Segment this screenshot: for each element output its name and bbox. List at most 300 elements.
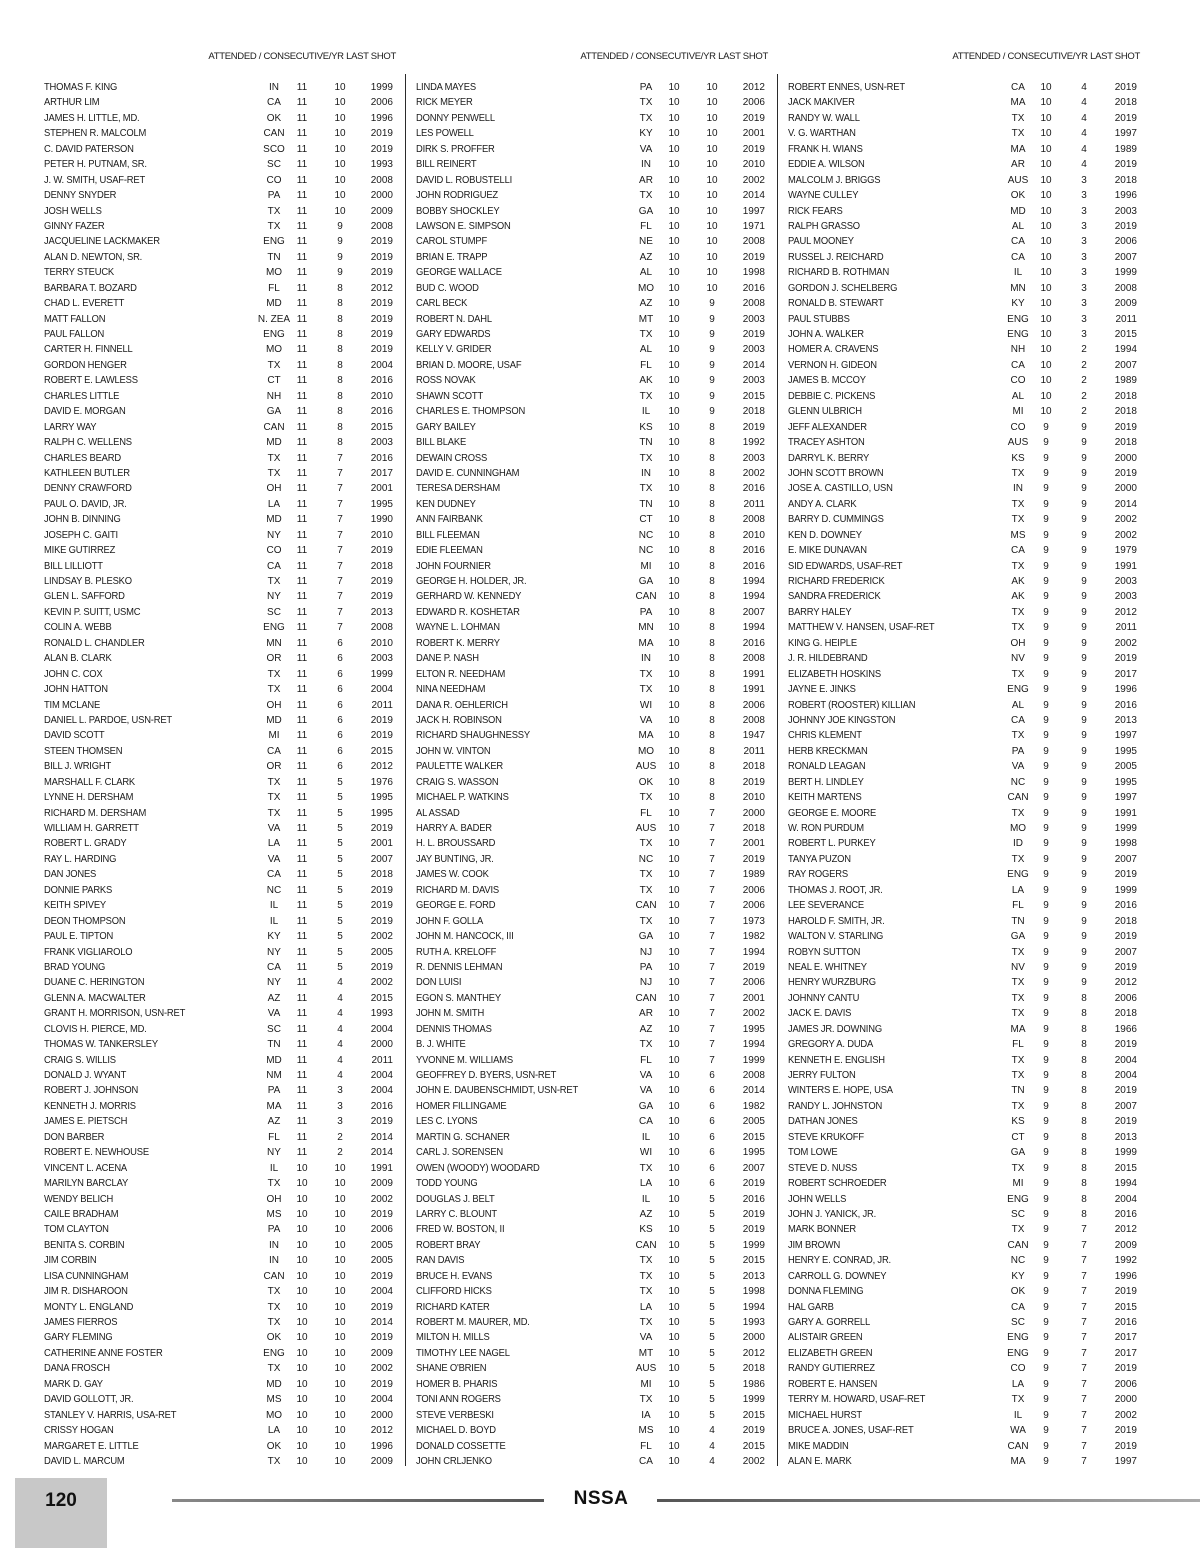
last-shot-year: 1996 <box>370 1440 393 1452</box>
last-shot-year: 2019 <box>370 730 393 742</box>
attended-count: 11 <box>296 1008 308 1020</box>
state: KS <box>639 421 653 433</box>
consecutive-count: 5 <box>337 792 343 804</box>
state: TX <box>267 1286 281 1298</box>
attended-count: 10 <box>668 82 680 93</box>
roster-row <box>416 543 768 558</box>
member-name: JAY BUNTING, JR. <box>416 853 494 865</box>
attended-count: 10 <box>668 977 680 989</box>
roster-row <box>788 1253 1140 1268</box>
roster-row <box>44 358 396 373</box>
state: MS <box>1010 529 1026 541</box>
state: MA <box>1010 97 1026 109</box>
roster-row <box>44 250 396 265</box>
state: MT <box>638 1347 654 1359</box>
state: GA <box>1010 931 1026 943</box>
state: FL <box>268 1131 280 1143</box>
member-name: LARRY C. BLOUNT <box>416 1208 497 1220</box>
attended-count: 9 <box>1043 1317 1049 1328</box>
consecutive-count: 9 <box>1081 714 1087 726</box>
state: MN <box>1010 282 1026 294</box>
consecutive-count: 9 <box>1081 452 1087 464</box>
state: IL <box>269 915 279 927</box>
member-name: GLENN A. MACWALTER <box>44 992 146 1004</box>
roster-row <box>788 1145 1140 1160</box>
member-name: C. DAVID PATERSON <box>44 143 134 155</box>
state: MI <box>1012 406 1024 418</box>
consecutive-count: 6 <box>709 1100 715 1112</box>
member-name: JEFF ALEXANDER <box>788 421 867 433</box>
attended-count: 10 <box>668 884 680 896</box>
last-shot-year: 2007 <box>1114 359 1137 371</box>
attended-count: 10 <box>1040 344 1052 356</box>
state: GA <box>638 576 654 587</box>
member-name: TIM MCLANE <box>44 699 101 711</box>
member-name: YVONNE M. WILLIAMS <box>416 1054 513 1066</box>
state: CA <box>1011 82 1025 93</box>
state: TX <box>639 869 653 881</box>
attended-count: 11 <box>296 375 308 387</box>
attended-count: 9 <box>1043 992 1049 1004</box>
member-name: KEN D. DOWNEY <box>788 529 862 541</box>
state: PA <box>267 1224 281 1236</box>
attended-count: 9 <box>1043 1224 1049 1236</box>
member-name: RICHARD KATER <box>416 1301 490 1313</box>
member-name: KEITH SPIVEY <box>44 900 107 912</box>
attended-count: 10 <box>668 1193 680 1205</box>
consecutive-count: 8 <box>709 467 715 479</box>
attended-count: 11 <box>296 560 308 572</box>
state: AL <box>639 267 653 279</box>
last-shot-year: 2002 <box>370 931 393 943</box>
last-shot-year: 1994 <box>742 946 765 958</box>
consecutive-count: 10 <box>334 1270 346 1282</box>
roster-row <box>788 929 1140 944</box>
attended-count: 9 <box>1043 637 1049 649</box>
roster-row <box>788 806 1140 821</box>
member-name: BARRY D. CUMMINGS <box>788 514 884 526</box>
member-name: CARTER H. FINNELL <box>44 344 133 356</box>
state: KS <box>1011 452 1025 464</box>
consecutive-count: 10 <box>706 267 718 279</box>
roster-row <box>416 620 768 635</box>
member-name: RANDY L. JOHNSTON <box>788 1100 883 1112</box>
consecutive-count: 3 <box>337 1116 343 1128</box>
roster-row <box>416 821 768 836</box>
member-name: JOSE A. CASTILLO, USN <box>788 483 893 495</box>
state: VA <box>1011 761 1025 773</box>
roster-row <box>416 929 768 944</box>
last-shot-year: 2016 <box>370 1100 393 1112</box>
member-name: MATT FALLON <box>44 313 106 325</box>
consecutive-count: 6 <box>337 714 343 726</box>
roster-row <box>44 744 396 759</box>
attended-count: 10 <box>668 1378 680 1390</box>
last-shot-year: 2012 <box>370 1425 393 1437</box>
member-name: JAYNE E. JINKS <box>788 684 856 696</box>
member-name: JOHN M. SMITH <box>416 1008 485 1020</box>
consecutive-count: 4 <box>1081 112 1087 124</box>
state: VA <box>639 1085 653 1097</box>
attended-count: 10 <box>296 1363 308 1375</box>
state: TX <box>267 776 281 788</box>
state: NC <box>638 853 654 865</box>
member-name: RICHARD M. DERSHAM <box>44 807 147 819</box>
member-name: BILL BLAKE <box>416 437 467 449</box>
member-name: HENRY WURZBURG <box>788 977 876 989</box>
member-name: DANA R. OEHLERICH <box>416 699 508 711</box>
last-shot-year: 2019 <box>370 591 393 603</box>
state: FL <box>640 220 652 232</box>
state: AUS <box>635 1363 657 1375</box>
attended-count: 10 <box>1040 282 1052 294</box>
last-shot-year: 2019 <box>742 853 765 865</box>
state: CA <box>1011 251 1025 263</box>
roster-row <box>788 1300 1140 1315</box>
consecutive-count: 9 <box>1081 884 1087 896</box>
state: NC <box>266 884 282 896</box>
member-name: ROBERT E. HANSEN <box>788 1378 878 1390</box>
attended-count: 9 <box>1043 730 1049 742</box>
last-shot-year: 2011 <box>1115 313 1137 325</box>
member-name: KELLY V. GRIDER <box>416 344 492 356</box>
consecutive-count: 8 <box>709 699 715 711</box>
roster-row <box>788 80 1140 95</box>
consecutive-count: 2 <box>1081 375 1087 387</box>
attended-count: 11 <box>296 714 308 726</box>
state: NY <box>267 977 281 989</box>
roster-row <box>416 682 768 697</box>
last-shot-year: 1998 <box>1114 838 1137 850</box>
member-name: MONTY L. ENGLAND <box>44 1301 134 1313</box>
state: ENG <box>1007 1193 1029 1205</box>
member-name: GORDON J. SCHELBERG <box>788 282 898 294</box>
attended-count: 10 <box>668 529 680 541</box>
attended-count: 9 <box>1043 900 1049 912</box>
roster-row <box>44 1361 396 1376</box>
consecutive-count: 3 <box>1081 220 1087 232</box>
last-shot-year: 2019 <box>1114 1286 1137 1298</box>
member-name: JOHN A. WALKER <box>788 329 864 340</box>
member-name: RICHARD FREDERICK <box>788 576 885 587</box>
state: TX <box>639 1286 653 1298</box>
member-name: RUTH A. KRELOFF <box>416 946 497 958</box>
member-name: FRED W. BOSTON, II <box>416 1224 505 1236</box>
consecutive-count: 3 <box>1081 174 1087 186</box>
consecutive-count: 2 <box>1081 359 1087 371</box>
roster-row <box>416 296 768 311</box>
last-shot-year: 1991 <box>742 684 765 696</box>
roster-row <box>788 589 1140 604</box>
last-shot-year: 1994 <box>1114 344 1137 356</box>
consecutive-count: 6 <box>709 1147 715 1159</box>
consecutive-count: 9 <box>1081 545 1087 557</box>
state: TX <box>1011 498 1025 510</box>
state: IN <box>641 159 651 171</box>
last-shot-year: 1993 <box>370 1008 393 1020</box>
consecutive-count: 8 <box>1081 1147 1087 1159</box>
consecutive-count: 9 <box>337 220 343 232</box>
last-shot-year: 2003 <box>1114 576 1137 587</box>
consecutive-count: 9 <box>1081 761 1087 773</box>
column-header: ATTENDED / CONSECUTIVE/YR LAST SHOT <box>208 51 396 62</box>
last-shot-year: 1971 <box>742 220 765 232</box>
attended-count: 9 <box>1043 931 1049 943</box>
attended-count: 10 <box>296 1178 308 1190</box>
member-name: MILTON H. MILLS <box>416 1332 490 1344</box>
attended-count: 11 <box>296 668 308 680</box>
roster-row <box>788 142 1140 157</box>
last-shot-year: 2012 <box>1114 977 1137 989</box>
consecutive-count: 6 <box>337 745 343 757</box>
consecutive-count: 9 <box>1081 498 1087 510</box>
state: TX <box>1011 467 1025 479</box>
roster-row <box>44 1114 396 1129</box>
last-shot-year: 1994 <box>742 576 765 587</box>
attended-count: 9 <box>1043 1208 1049 1220</box>
consecutive-count: 10 <box>706 82 718 93</box>
attended-count: 9 <box>1043 1131 1049 1143</box>
consecutive-count: 7 <box>1081 1332 1087 1344</box>
attended-count: 10 <box>668 931 680 943</box>
last-shot-year: 2015 <box>370 992 393 1004</box>
last-shot-year: 2019 <box>370 313 393 325</box>
last-shot-year: 2018 <box>1114 406 1137 418</box>
member-name: JOSEPH C. GAITI <box>44 529 118 541</box>
consecutive-count: 7 <box>337 545 343 557</box>
roster-row <box>788 914 1140 929</box>
roster-row <box>416 435 768 450</box>
state: FL <box>640 359 652 371</box>
roster-row <box>416 1083 768 1098</box>
member-name: LINDSAY B. PLESKO <box>44 576 132 587</box>
consecutive-count: 8 <box>1081 1054 1087 1066</box>
member-name: DEON THOMPSON <box>44 915 126 927</box>
attended-count: 10 <box>668 220 680 232</box>
consecutive-count: 9 <box>1081 606 1087 618</box>
attended-count: 11 <box>296 776 308 788</box>
member-name: GEORGE E. FORD <box>416 900 496 912</box>
roster-row <box>44 728 396 743</box>
state: CO <box>266 545 282 557</box>
attended-count: 10 <box>668 1023 680 1035</box>
member-name: ALAN D. NEWTON, SR. <box>44 251 143 263</box>
member-name: JOHN J. YANICK, JR. <box>788 1208 877 1220</box>
last-shot-year: 2005 <box>742 1116 765 1128</box>
roster-row <box>416 852 768 867</box>
last-shot-year: 2004 <box>370 1085 393 1097</box>
member-name: E. MIKE DUNAVAN <box>788 545 867 557</box>
state: MA <box>1010 1023 1026 1035</box>
attended-count: 10 <box>668 483 680 495</box>
member-name: JOHN C. COX <box>44 668 103 680</box>
member-name: MARILYN BARCLAY <box>44 1178 129 1190</box>
consecutive-count: 7 <box>709 853 715 865</box>
consecutive-count: 5 <box>709 1224 715 1236</box>
attended-count: 9 <box>1043 977 1049 989</box>
consecutive-count: 8 <box>337 390 343 402</box>
state: GA <box>266 406 282 418</box>
consecutive-count: 3 <box>1081 329 1087 340</box>
state: N. ZEA <box>257 313 291 325</box>
roster-row <box>788 960 1140 975</box>
consecutive-count: 5 <box>709 1409 715 1421</box>
last-shot-year: 2019 <box>1114 159 1137 171</box>
last-shot-year: 2002 <box>742 1455 765 1467</box>
attended-count: 10 <box>668 267 680 279</box>
attended-count: 10 <box>668 591 680 603</box>
attended-count: 10 <box>668 174 680 186</box>
last-shot-year: 2011 <box>371 699 393 711</box>
last-shot-year: 2016 <box>742 282 765 294</box>
roster-row <box>416 1207 768 1222</box>
member-name: DOUGLAS J. BELT <box>416 1193 495 1205</box>
state: KY <box>267 931 281 943</box>
state: CA <box>1011 714 1025 726</box>
consecutive-count: 8 <box>337 359 343 371</box>
consecutive-count: 7 <box>1081 1224 1087 1236</box>
member-name: BRIAN D. MOORE, USAF <box>416 359 522 371</box>
member-name: STEVE D. NUSS <box>788 1162 858 1174</box>
state: NY <box>267 946 281 958</box>
member-name: W. RON PURDUM <box>788 823 864 834</box>
state: KS <box>1011 1116 1025 1128</box>
member-name: DEBBIE C. PICKENS <box>788 390 876 402</box>
consecutive-count: 7 <box>709 931 715 943</box>
attended-count: 10 <box>668 792 680 804</box>
attended-count: 10 <box>668 514 680 526</box>
last-shot-year: 2012 <box>742 82 765 93</box>
roster-row <box>416 1053 768 1068</box>
consecutive-count: 7 <box>337 529 343 541</box>
roster-row <box>44 1253 396 1268</box>
attended-count: 10 <box>668 236 680 248</box>
last-shot-year: 2015 <box>742 390 765 402</box>
member-name: VERNON H. GIDEON <box>788 359 877 371</box>
state: PA <box>1011 745 1025 757</box>
consecutive-count: 5 <box>709 1332 715 1344</box>
last-shot-year: 1995 <box>370 792 393 804</box>
consecutive-count: 9 <box>1081 745 1087 757</box>
member-name: JOHN RODRIGUEZ <box>416 190 498 202</box>
consecutive-count: 10 <box>706 159 718 171</box>
consecutive-count: 6 <box>709 1116 715 1128</box>
last-shot-year: 2019 <box>742 251 765 263</box>
consecutive-count: 9 <box>1081 421 1087 433</box>
member-name: DANIEL L. PARDOE, USN-RET <box>44 714 172 726</box>
consecutive-count: 9 <box>1081 699 1087 711</box>
last-shot-year: 2003 <box>1114 591 1137 603</box>
last-shot-year: 1999 <box>742 1394 765 1406</box>
roster-row <box>788 728 1140 743</box>
consecutive-count: 10 <box>706 205 718 217</box>
last-shot-year: 2018 <box>742 1363 765 1375</box>
member-name: TODD YOUNG <box>416 1178 478 1190</box>
last-shot-year: 2015 <box>742 1409 765 1421</box>
member-name: THOMAS F. KING <box>44 82 118 93</box>
last-shot-year: 2014 <box>1114 498 1137 510</box>
consecutive-count: 7 <box>1081 1455 1087 1467</box>
roster-list <box>788 80 1140 1469</box>
last-shot-year: 1999 <box>1114 823 1137 834</box>
last-shot-year: 2019 <box>370 298 393 310</box>
last-shot-year: 2019 <box>370 576 393 587</box>
roster-row <box>416 1392 768 1407</box>
last-shot-year: 1990 <box>370 514 393 526</box>
member-name: MICHAEL P. WATKINS <box>416 792 509 804</box>
consecutive-count: 9 <box>1081 776 1087 788</box>
state: TX <box>267 359 281 371</box>
state: IN <box>269 1239 279 1251</box>
roster-row <box>416 204 768 219</box>
consecutive-count: 10 <box>706 128 718 140</box>
attended-count: 11 <box>296 606 308 618</box>
consecutive-count: 10 <box>334 1193 346 1205</box>
last-shot-year: 2014 <box>742 190 765 202</box>
consecutive-count: 3 <box>1081 236 1087 248</box>
consecutive-count: 8 <box>709 514 715 526</box>
roster-row <box>44 481 396 496</box>
consecutive-count: 7 <box>709 977 715 989</box>
state: PA <box>639 961 653 973</box>
member-name: ALAN B. CLARK <box>44 653 112 665</box>
consecutive-count: 10 <box>334 97 346 109</box>
member-name: WILLIAM H. GARRETT <box>44 823 139 834</box>
state: TX <box>639 1394 653 1406</box>
consecutive-count: 7 <box>1081 1270 1087 1282</box>
state: CA <box>267 869 281 881</box>
roster-row <box>416 1022 768 1037</box>
state: TX <box>639 452 653 464</box>
member-name: KEITH MARTENS <box>788 792 862 804</box>
consecutive-count: 10 <box>334 1178 346 1190</box>
member-name: V. G. WARTHAN <box>788 128 856 140</box>
last-shot-year: 2004 <box>370 1394 393 1406</box>
member-name: JOHN F. GOLLA <box>416 915 484 927</box>
roster-row <box>416 806 768 821</box>
roster-row <box>416 327 768 342</box>
consecutive-count: 10 <box>334 82 346 93</box>
roster-row <box>788 821 1140 836</box>
consecutive-count: 7 <box>709 884 715 896</box>
state: TX <box>1011 128 1025 140</box>
attended-count: 10 <box>1040 143 1052 155</box>
member-name: MALCOLM J. BRIGGS <box>788 174 881 186</box>
last-shot-year: 1991 <box>370 1162 393 1174</box>
member-name: LAWSON E. SIMPSON <box>416 220 511 232</box>
consecutive-count: 10 <box>334 190 346 202</box>
member-name: BRIAN E. TRAPP <box>416 251 488 263</box>
roster-row <box>44 620 396 635</box>
member-name: OWEN (WOODY) WOODARD <box>416 1162 540 1174</box>
consecutive-count: 7 <box>709 946 715 958</box>
attended-count: 10 <box>668 653 680 665</box>
attended-count: 9 <box>1043 684 1049 696</box>
attended-count: 10 <box>1040 128 1052 140</box>
attended-count: 10 <box>668 1008 680 1020</box>
member-name: JOHN M. HANCOCK, III <box>416 931 514 943</box>
attended-count: 10 <box>668 1317 680 1328</box>
roster-row <box>788 1284 1140 1299</box>
consecutive-count: 7 <box>709 961 715 973</box>
member-name: TERRY STEUCK <box>44 267 115 279</box>
consecutive-count: 6 <box>709 1070 715 1081</box>
roster-row <box>416 867 768 882</box>
attended-count: 9 <box>1043 1100 1049 1112</box>
state: TX <box>639 1255 653 1267</box>
last-shot-year: 1997 <box>1114 730 1137 742</box>
state: NJ <box>639 977 653 989</box>
